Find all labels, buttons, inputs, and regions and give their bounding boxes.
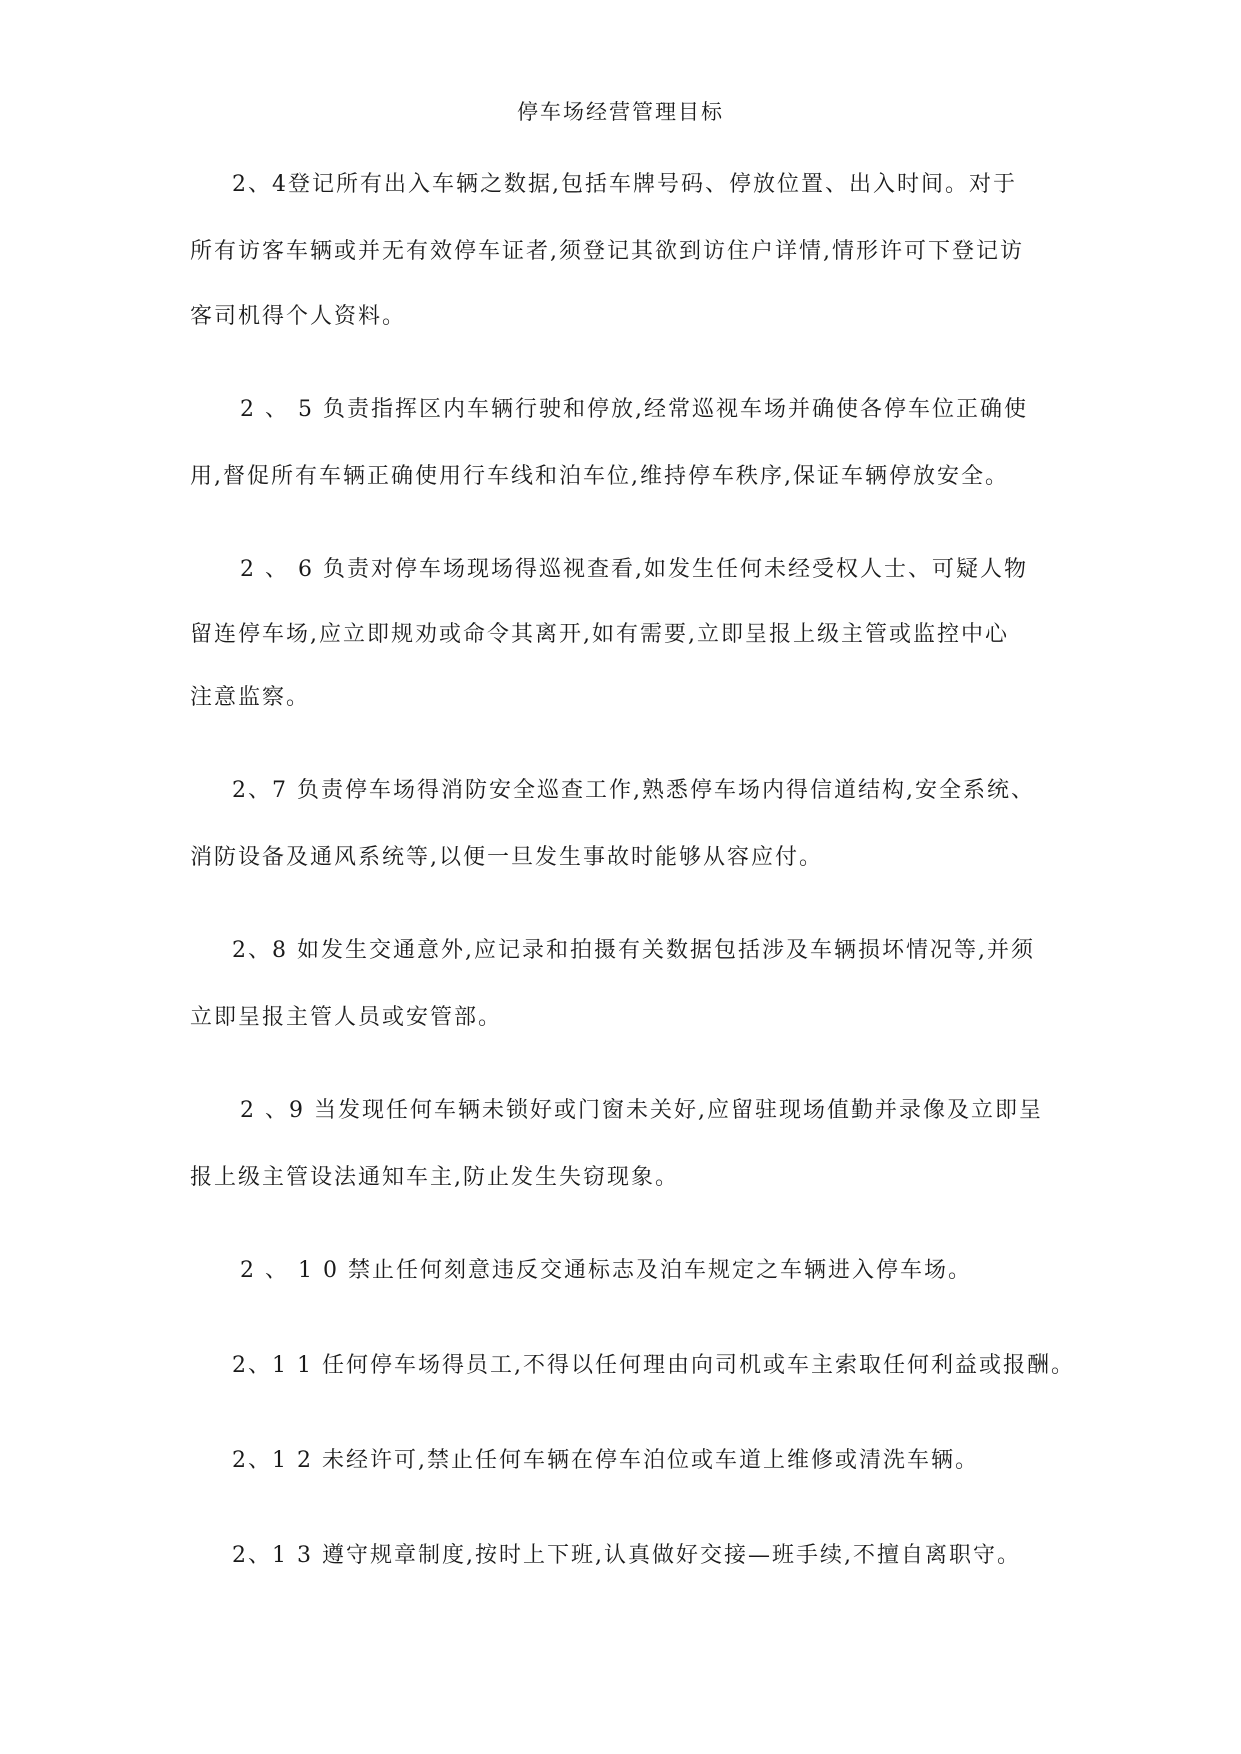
paragraph-2-9-line-2: 报上级主管设法通知车主,防止发生失窃现象。	[190, 1165, 679, 1190]
paragraph-2-4-line-2: 所有访客车辆或并无有效停车证者,须登记其欲到访住户详情,情形许可下登记访	[190, 239, 1024, 264]
paragraph-2-10: 2 、 1 0 禁止任何刻意违反交通标志及泊车规定之车辆进入停车场。	[240, 1258, 972, 1283]
paragraph-2-6-line-3: 注意监察。	[190, 685, 311, 710]
paragraph-2-11: 2、1 1 任何停车场得员工,不得以任何理由向司机或车主索取任何利益或报酬。	[232, 1353, 1075, 1378]
paragraph-2-6-line-2: 留连停车场,应立即规劝或命令其离开,如有需要,立即呈报上级主管或监控中心	[190, 622, 1009, 647]
paragraph-2-12: 2、1 2 未经许可,禁止任何车辆在停车泊位或车道上维修或清洗车辆。	[232, 1448, 979, 1473]
paragraph-2-7-line-2: 消防设备及通风系统等,以便一旦发生事故时能够从容应付。	[190, 845, 823, 870]
paragraph-2-8-line-2: 立即呈报主管人员或安管部。	[190, 1005, 503, 1030]
paragraph-2-4-line-3: 客司机得个人资料。	[190, 304, 407, 329]
paragraph-2-13: 2、1 3 遵守规章制度,按时上下班,认真做好交接—班手续,不擅自离职守。	[232, 1543, 1021, 1568]
paragraph-2-5-line-1: 2 、 5 负责指挥区内车辆行驶和停放,经常巡视车场并确使各停车位正确使	[240, 397, 1028, 422]
paragraph-2-8-line-1: 2、8 如发生交通意外,应记录和拍摄有关数据包括涉及车辆损坏情况等,并须	[232, 938, 1035, 963]
paragraph-2-7-line-1: 2、7 负责停车场得消防安全巡查工作,熟悉停车场内得信道结构,安全系统、	[232, 778, 1035, 803]
paragraph-2-6-line-1: 2 、 6 负责对停车场现场得巡视查看,如发生任何未经受权人士、可疑人物	[240, 557, 1028, 582]
paragraph-2-5-line-2: 用,督促所有车辆正确使用行车线和泊车位,维持停车秩序,保证车辆停放安全。	[190, 464, 1009, 489]
document-title: 停车场经营管理目标	[517, 100, 724, 124]
paragraph-2-4-line-1: 2、4登记所有出入车辆之数据,包括车牌号码、停放位置、出入时间。对于	[232, 172, 1017, 197]
paragraph-2-9-line-1: 2 、9 当发现任何车辆未锁好或门窗未关好,应留驻现场值勤并录像及立即呈	[240, 1098, 1043, 1123]
